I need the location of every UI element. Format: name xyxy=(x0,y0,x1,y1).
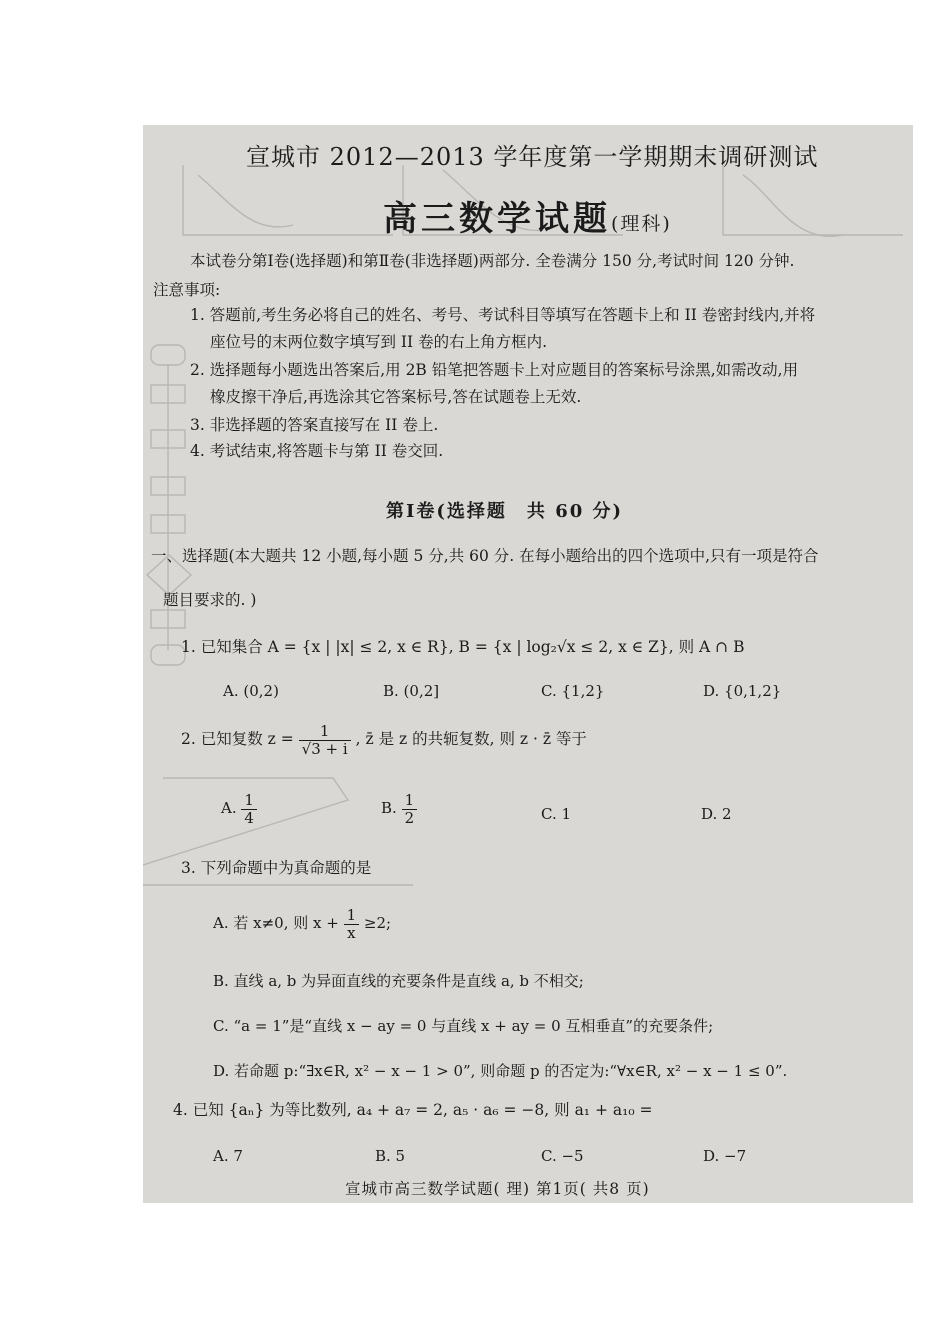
fraction-numerator: 1 xyxy=(402,792,418,810)
exam-header: 宣城市 2012—2013 学年度第一学期期末调研测试 xyxy=(246,143,819,171)
question-2-stem xyxy=(181,723,587,757)
section-title: 第Ⅰ卷(选择题 共 60 分) xyxy=(386,501,624,522)
notice-item: 4. 考试结束,将答题卡与第 II 卷交回. xyxy=(190,442,444,460)
question-1-stem: 1. 已知集合 A = {x | |x| ≤ 2, x ∈ R}, B = {x | log₂√x ≤ 2, x ∈ Z}, 则 A ∩ B xyxy=(181,638,745,656)
question-3-option-c: C. “a = 1”是“直线 x − ay = 0 与直线 x + ay = 0 互相垂直”的充要条件; xyxy=(213,1017,714,1035)
question-2-stem-start: 2. 已知复数 z = xyxy=(181,730,294,748)
notice-item: 1. 答题前,考生务必将自己的姓名、考号、考试科目等填写在答题卡上和 II 卷密封线内,并将 xyxy=(190,306,816,324)
question-1-option-c: C. {1,2} xyxy=(541,682,605,700)
fraction-numerator: 1 xyxy=(241,792,257,810)
question-4-stem: 4. 已知 {aₙ} 为等比数列, a₄ + a₇ = 2, a₅ · a₆ = −8, 则 a₁ + a₁₀ = xyxy=(173,1101,653,1119)
notice-item: 3. 非选择题的答案直接写在 II 卷上. xyxy=(190,416,439,434)
question-4-option-d: D. −7 xyxy=(703,1147,747,1165)
notice-item: 2. 选择题每小题选出答案后,用 2B 铅笔把答题卡上对应题目的答案标号涂黑,如需改动,用 xyxy=(190,361,799,379)
question-1-option-a: A. (0,2) xyxy=(223,682,279,700)
question-2-option-d: D. 2 xyxy=(701,805,732,823)
question-2-stem-end: , z̄ 是 z 的共轭复数, 则 z · z̄ 等于 xyxy=(355,730,587,748)
fraction-denominator: √3 + i xyxy=(301,739,348,758)
title-subject: (理科) xyxy=(611,213,672,235)
fraction-numerator: 1 xyxy=(344,907,360,925)
question-1-option-b: B. (0,2] xyxy=(383,682,440,700)
title-main: 高三数学试题 xyxy=(383,199,611,239)
show-through-marks xyxy=(143,125,913,1203)
notice-item: 橡皮擦干净后,再选涂其它答案标号,答在试题卷上无效. xyxy=(210,388,582,406)
notice-item: 座位号的末两位数字填写到 II 卷的右上角方框内. xyxy=(210,333,548,351)
question-4-option-a: A. 7 xyxy=(213,1147,243,1165)
section-intro: 一、选择题(本大题共 12 小题,每小题 5 分,共 60 分. 在每小题给出的四个选项中,只有一项是符合 xyxy=(151,547,819,565)
exam-title xyxy=(383,191,672,240)
option-fraction xyxy=(344,907,360,941)
question-3-option-b: B. 直线 a, b 为异面直线的充要条件是直线 a, b 不相交; xyxy=(213,972,584,990)
question-4-option-c: C. −5 xyxy=(541,1147,584,1165)
question-2-option-c: C. 1 xyxy=(541,805,572,823)
question-3-stem: 3. 下列命题中为真命题的是 xyxy=(181,859,372,877)
fraction-denominator: x xyxy=(347,923,356,942)
fraction-numerator: 1 xyxy=(299,723,351,741)
option-label: B. xyxy=(381,799,397,817)
option-text-start: A. 若 x≠0, 则 x + xyxy=(213,914,339,932)
question-2-option-b xyxy=(381,792,417,826)
fraction-denominator: 2 xyxy=(404,808,415,827)
fraction-denominator: 4 xyxy=(244,808,254,827)
question-3-option-d: D. 若命题 p:“∃x∈R, x² − x − 1 > 0”, 则命题 p 的否定为:“∀x∈R, x² − x − 1 ≤ 0”. xyxy=(213,1062,788,1080)
section-intro: 题目要求的. ) xyxy=(163,591,257,609)
exam-page xyxy=(143,125,913,1203)
question-2-option-a xyxy=(221,792,257,826)
option-label: A. xyxy=(221,799,237,817)
question-2-fraction xyxy=(299,723,351,757)
option-text-end: ≥2; xyxy=(363,914,392,932)
question-4-option-b: B. 5 xyxy=(375,1147,406,1165)
question-3-option-a xyxy=(213,907,391,941)
page-footer: 宣城市高三数学试题( 理) 第1页( 共8 页) xyxy=(345,1180,650,1198)
notice-label: 注意事项: xyxy=(153,281,221,299)
intro-text: 本试卷分第Ⅰ卷(选择题)和第Ⅱ卷(非选择题)两部分. 全卷满分 150 分,考试时间 120 分钟. xyxy=(190,252,795,270)
question-1-option-d: D. {0,1,2} xyxy=(703,682,782,700)
option-fraction xyxy=(241,792,257,826)
option-fraction xyxy=(402,792,418,826)
